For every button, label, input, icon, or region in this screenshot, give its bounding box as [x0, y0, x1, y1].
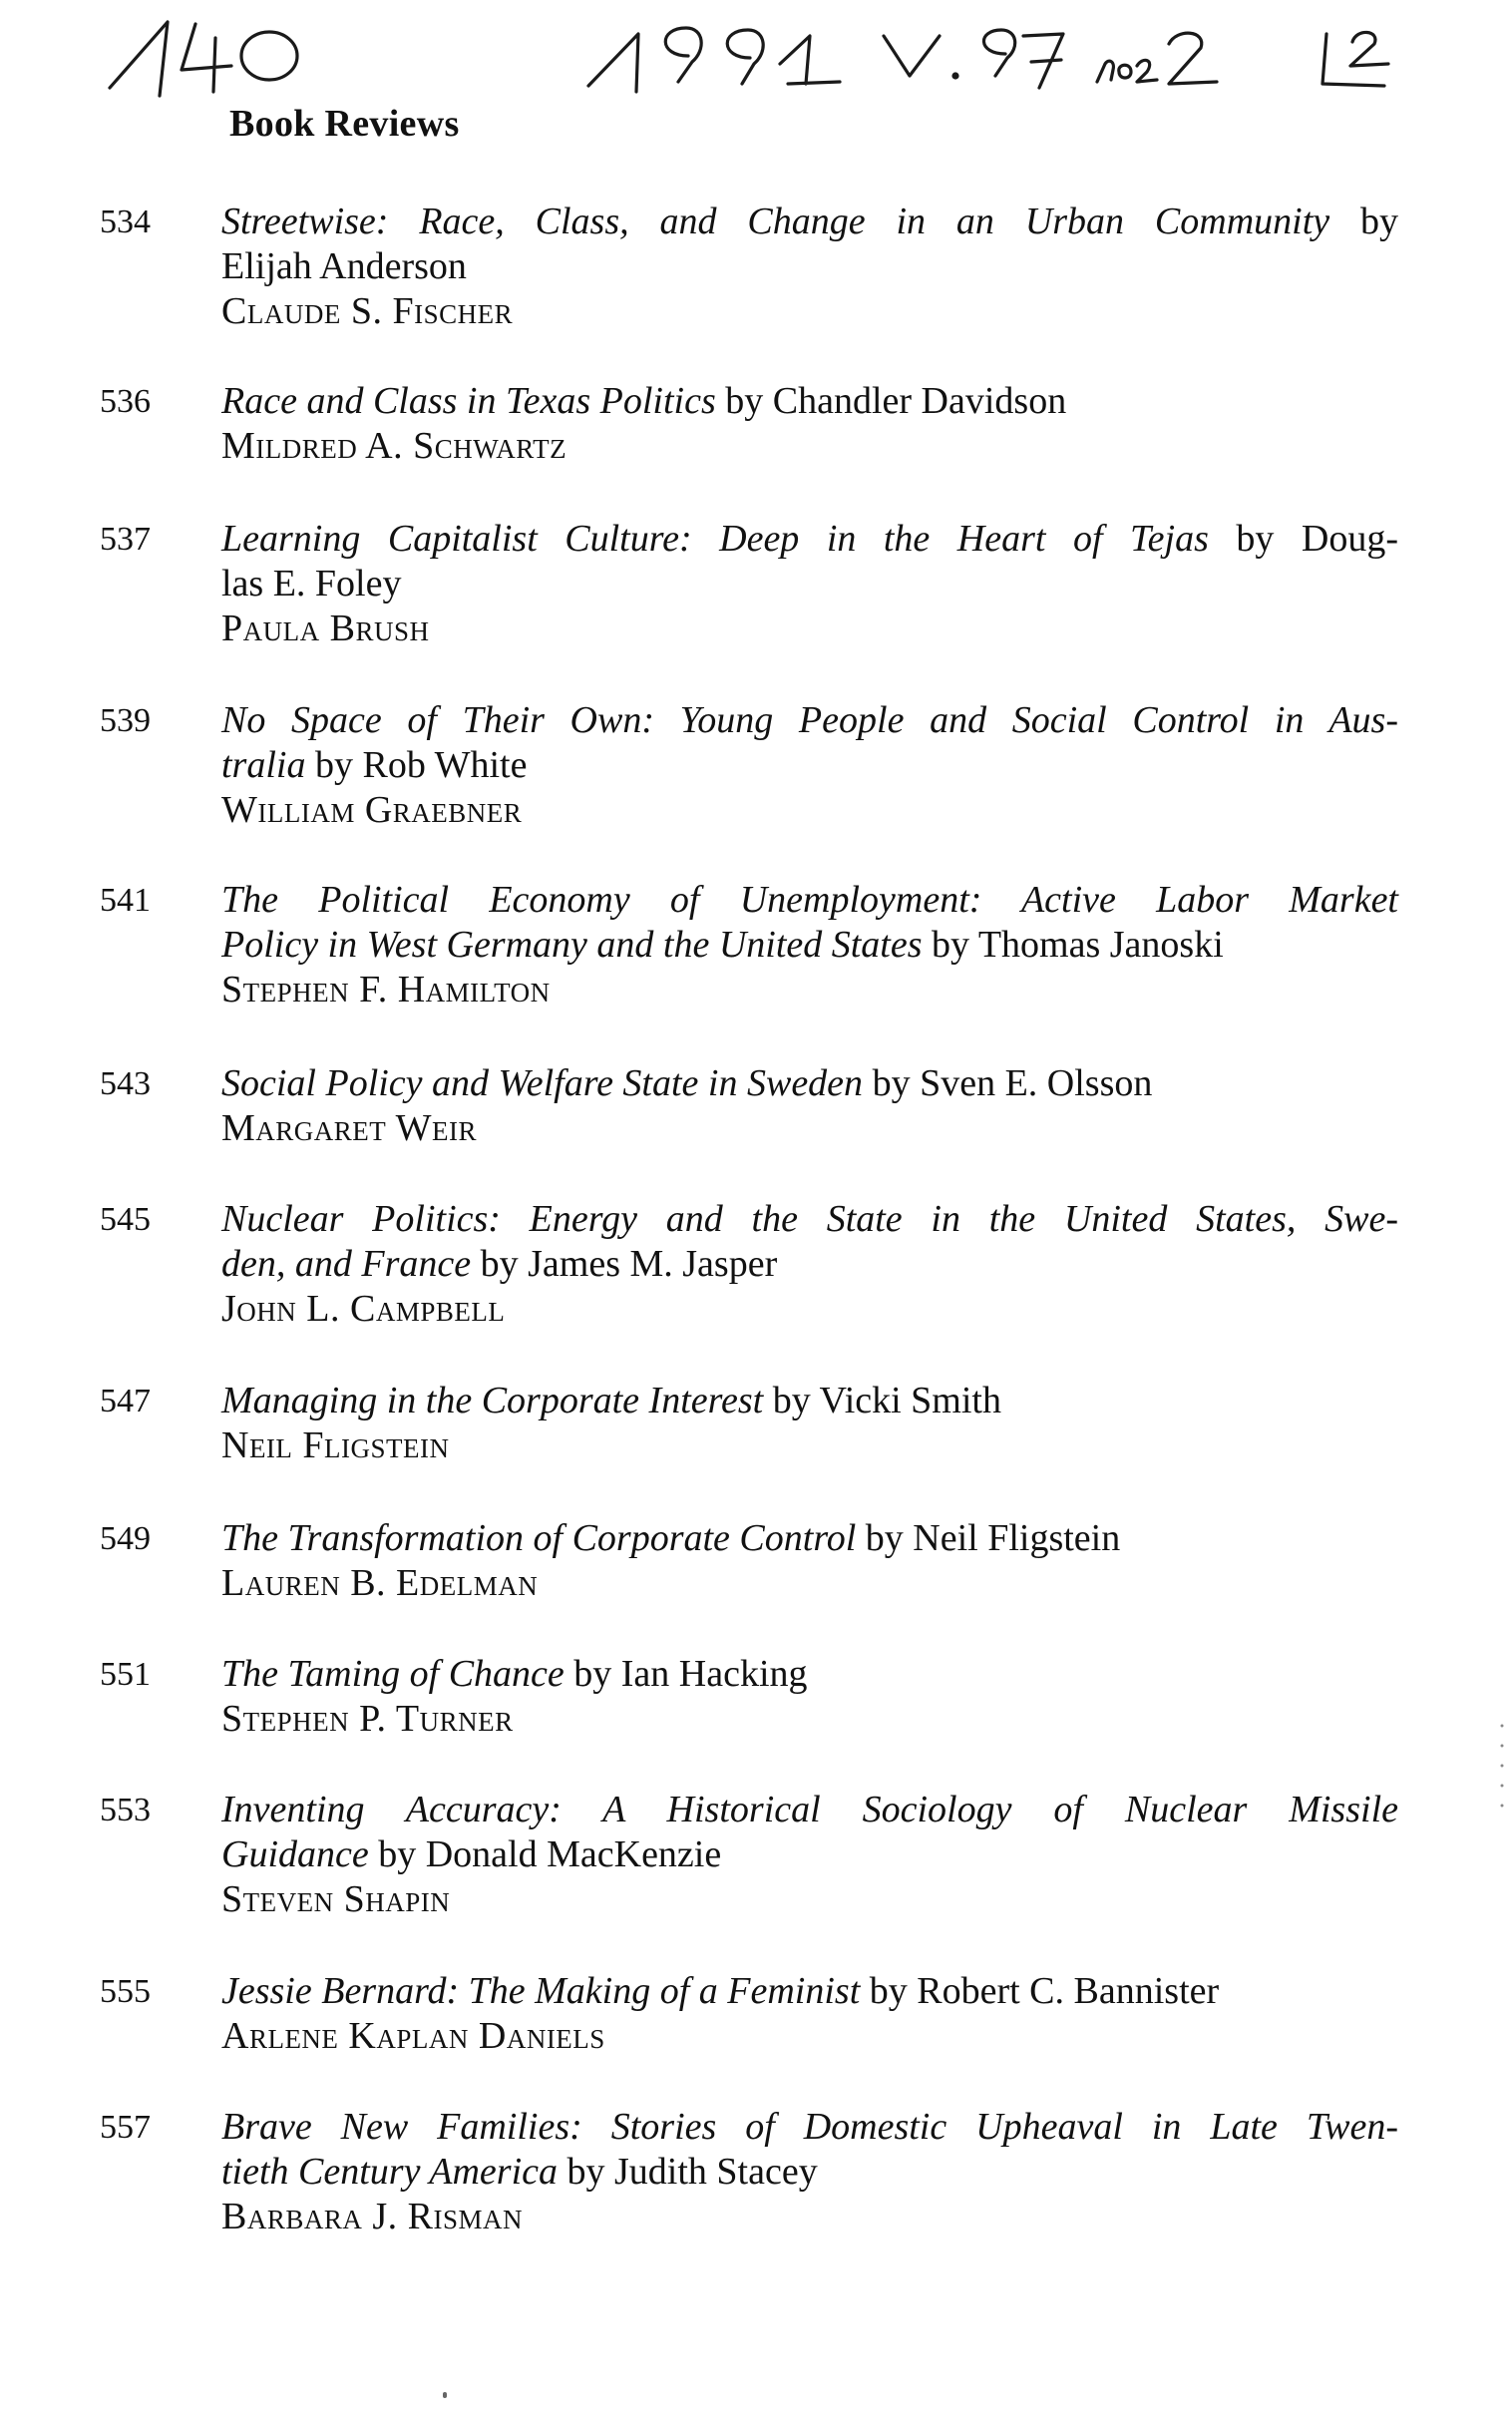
entry-text [221, 878, 1398, 1012]
citation-line [221, 1379, 1398, 1423]
book-title: Race and Class in Texas Politics [221, 380, 716, 422]
citation-line [221, 698, 1398, 743]
book-title: Guidance [221, 1833, 369, 1875]
book-author: by Rob White [305, 744, 528, 786]
book-title: Managing in the Corporate Interest [221, 1380, 764, 1421]
handwritten-left-note [110, 22, 297, 96]
book-title: The Transformation of Corporate Control [221, 1517, 857, 1559]
book-title: Social Policy and Welfare State in Sweden [221, 1062, 864, 1104]
book-title: Streetwise: Race, Class, and Change in an Urban Community [221, 201, 1330, 242]
page-number: 539 [100, 702, 151, 739]
book-title: Policy in West Germany and the United States [221, 924, 923, 966]
citation-line [221, 517, 1398, 562]
reviewer-name: Stephen P. Turner [221, 1698, 514, 1740]
book-author: by Chandler Davidson [715, 380, 1067, 422]
citation-line [221, 2105, 1398, 2150]
book-author: by [1329, 201, 1399, 242]
book-author: by Donald MacKenzie [368, 1833, 722, 1875]
entry-text [221, 1969, 1398, 2059]
entry-text [221, 1652, 1398, 1742]
citation-line [221, 200, 1398, 244]
page-number: 536 [100, 383, 151, 420]
reviewer-name: Lauren B. Edelman [221, 1562, 539, 1604]
book-title: Learning Capitalist Culture: Deep in the Heart of Tejas [221, 518, 1209, 560]
page-number: 541 [100, 882, 151, 919]
reviewer-name: Steven Shapin [221, 1878, 451, 1920]
entry-text [221, 1197, 1398, 1332]
citation-line [221, 562, 1398, 606]
book-title: tralia [221, 744, 306, 786]
book-author: by Robert C. Bannister [860, 1970, 1220, 2012]
reviewer-name: John L. Campbell [221, 1288, 506, 1330]
book-title: Jessie Bernard: The Making of a Feminist [221, 1970, 861, 2012]
entry-text [221, 1379, 1398, 1468]
reviewer-name: Margaret Weir [221, 1107, 477, 1149]
page-number: 534 [100, 203, 151, 240]
reviewer-name: Mildred A. Schwartz [221, 425, 567, 467]
page-number: 551 [100, 1656, 151, 1693]
handwritten-right-note [588, 28, 1388, 92]
book-author: by Vicki Smith [763, 1380, 1001, 1421]
reviewer-name: Claude S. Fischer [221, 290, 514, 332]
entry-text [221, 200, 1398, 334]
entry-text [221, 1788, 1398, 1922]
book-title: Inventing Accuracy: A Historical Sociology of Nuclear Missile [221, 1789, 1398, 1830]
section-title: Book Reviews [229, 103, 460, 145]
entry-text [221, 379, 1398, 469]
citation-line [221, 1516, 1398, 1561]
citation-line [221, 1788, 1398, 1832]
page-number: 549 [100, 1520, 151, 1557]
book-title: Nuclear Politics: Energy and the State in the United States, Swe- [221, 1198, 1398, 1240]
book-author: las E. Foley [221, 563, 402, 605]
reviewer-name: William Graebner [221, 789, 523, 831]
page-number: 543 [100, 1065, 151, 1102]
page-number: 555 [100, 1973, 151, 2010]
book-author: by Sven E. Olsson [863, 1062, 1153, 1104]
book-author: by James M. Jasper [471, 1243, 778, 1285]
book-author: by Thomas Janoski [922, 924, 1224, 966]
citation-line [221, 2150, 1398, 2195]
citation-line [221, 923, 1398, 968]
reviewer-name: Barbara J. Risman [221, 2196, 524, 2237]
margin-scan-marks [1492, 1716, 1512, 1835]
book-author: by Neil Fligstein [856, 1517, 1121, 1559]
book-title: No Space of Their Own: Young People and Social Control in Aus- [221, 699, 1398, 741]
citation-line [221, 244, 1398, 289]
citation-line [221, 1242, 1398, 1287]
reviewer-name: Arlene Kaplan Daniels [221, 2015, 605, 2057]
page-number: 537 [100, 521, 151, 558]
reviewer-name: Neil Fligstein [221, 1424, 450, 1466]
citation-line [221, 878, 1398, 923]
book-title: The Political Economy of Unemployment: Active Labor Market [221, 879, 1398, 921]
book-title: den, and France [221, 1243, 472, 1285]
citation-line [221, 1652, 1398, 1697]
citation-line [221, 1969, 1398, 2014]
page-number: 545 [100, 1201, 151, 1238]
citation-line [221, 379, 1398, 424]
page-number: 553 [100, 1792, 151, 1828]
page-number: 557 [100, 2109, 151, 2146]
handwriting-svg [0, 0, 1512, 120]
book-title: tieth Century America [221, 2151, 559, 2193]
scan-speck [443, 2392, 447, 2398]
book-author: by Ian Hacking [564, 1653, 808, 1695]
reviewer-name: Stephen F. Hamilton [221, 969, 551, 1011]
book-author: by Doug- [1208, 518, 1398, 560]
citation-line [221, 1061, 1398, 1106]
entry-text [221, 517, 1398, 651]
citation-line [221, 743, 1398, 788]
entry-text [221, 698, 1398, 833]
reviewer-name: Paula Brush [221, 607, 430, 649]
entry-text [221, 1061, 1398, 1151]
book-title: Brave New Families: Stories of Domestic Upheaval in Late Twen- [221, 2106, 1398, 2148]
citation-line [221, 1832, 1398, 1877]
book-author: Elijah Anderson [221, 245, 467, 287]
book-author: by Judith Stacey [558, 2151, 818, 2193]
entry-text [221, 2105, 1398, 2239]
citation-line [221, 1197, 1398, 1242]
book-title: The Taming of Chance [221, 1653, 565, 1695]
handwritten-annotations [0, 0, 1512, 120]
page-number: 547 [100, 1383, 151, 1419]
entry-text [221, 1516, 1398, 1606]
